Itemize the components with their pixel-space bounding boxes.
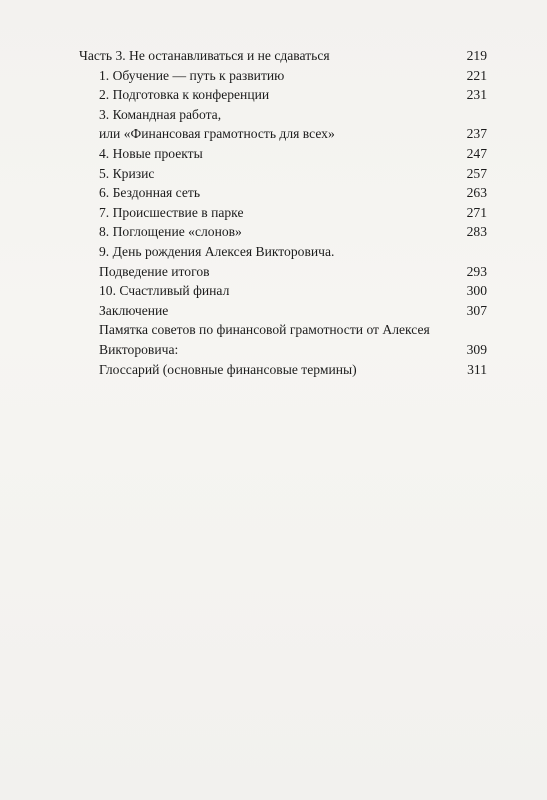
toc-entry-title: 10. Счастливый финал bbox=[99, 283, 230, 299]
toc-entry bbox=[79, 105, 487, 125]
toc-entry bbox=[79, 46, 487, 66]
toc-entry-page: 247 bbox=[466, 145, 487, 161]
toc-entry-title: Часть 3. Не останавливаться и не сдаваться bbox=[79, 48, 330, 63]
toc-entry bbox=[79, 144, 487, 164]
toc-entry bbox=[79, 281, 487, 301]
toc-entry bbox=[79, 85, 487, 105]
toc-entry-title: 9. День рождения Алексея Викторовича. bbox=[99, 243, 335, 259]
toc-entry-title: 3. Командная работа, bbox=[99, 106, 222, 122]
toc-entry-title: или «Финансовая грамотность для всех» bbox=[99, 126, 335, 142]
toc-entry-page: 231 bbox=[466, 87, 487, 103]
toc-entry-title: Подведение итогов bbox=[99, 263, 210, 279]
toc-entry-page: 283 bbox=[466, 224, 487, 240]
toc-entry-title: 2. Подготовка к конференции bbox=[99, 87, 270, 103]
toc-entry-page: 263 bbox=[466, 185, 487, 201]
toc-entry bbox=[79, 262, 487, 282]
toc-entry-page: 237 bbox=[466, 126, 487, 142]
toc-entry bbox=[79, 301, 487, 321]
toc-entry-page: 300 bbox=[466, 283, 487, 299]
toc-entry bbox=[79, 242, 487, 262]
toc-entry-title: Викторовича: bbox=[99, 341, 179, 357]
toc-entry-page: 221 bbox=[466, 67, 487, 83]
toc-entry bbox=[79, 222, 487, 242]
toc-entry-page: 219 bbox=[466, 48, 487, 63]
toc-entry-title: 6. Бездонная сеть bbox=[99, 185, 201, 201]
toc-entry-title: 7. Происшествие в парке bbox=[99, 204, 244, 220]
toc-entry-title: 1. Обучение — путь к развитию bbox=[99, 67, 285, 83]
toc-entry-title: Заключение bbox=[99, 302, 169, 318]
toc-entry-page: 293 bbox=[466, 263, 487, 279]
toc-entry bbox=[79, 203, 487, 223]
toc-entry bbox=[79, 360, 487, 380]
toc-entry-title: 4. Новые проекты bbox=[99, 145, 203, 161]
toc-entry-title: 5. Кризис bbox=[99, 165, 155, 181]
toc-entry-page: 307 bbox=[466, 302, 487, 318]
toc-entry bbox=[79, 164, 487, 184]
table-of-contents bbox=[79, 46, 487, 379]
toc-entry-page: 311 bbox=[467, 361, 487, 377]
toc-entry bbox=[79, 66, 487, 86]
toc-entry-title: 8. Поглощение «слонов» bbox=[99, 224, 242, 240]
toc-entry bbox=[79, 124, 487, 144]
toc-entry bbox=[79, 183, 487, 203]
toc-entry-page: 271 bbox=[466, 204, 487, 220]
toc-entry bbox=[79, 340, 487, 360]
toc-entry-title: Памятка советов по финансовой грамотности от Алексея bbox=[99, 322, 430, 338]
toc-entry bbox=[79, 320, 487, 340]
toc-entry-page: 257 bbox=[466, 165, 487, 181]
toc-entry-title: Глоссарий (основные финансовые термины) bbox=[99, 361, 357, 377]
toc-entry-page: 309 bbox=[466, 341, 487, 357]
